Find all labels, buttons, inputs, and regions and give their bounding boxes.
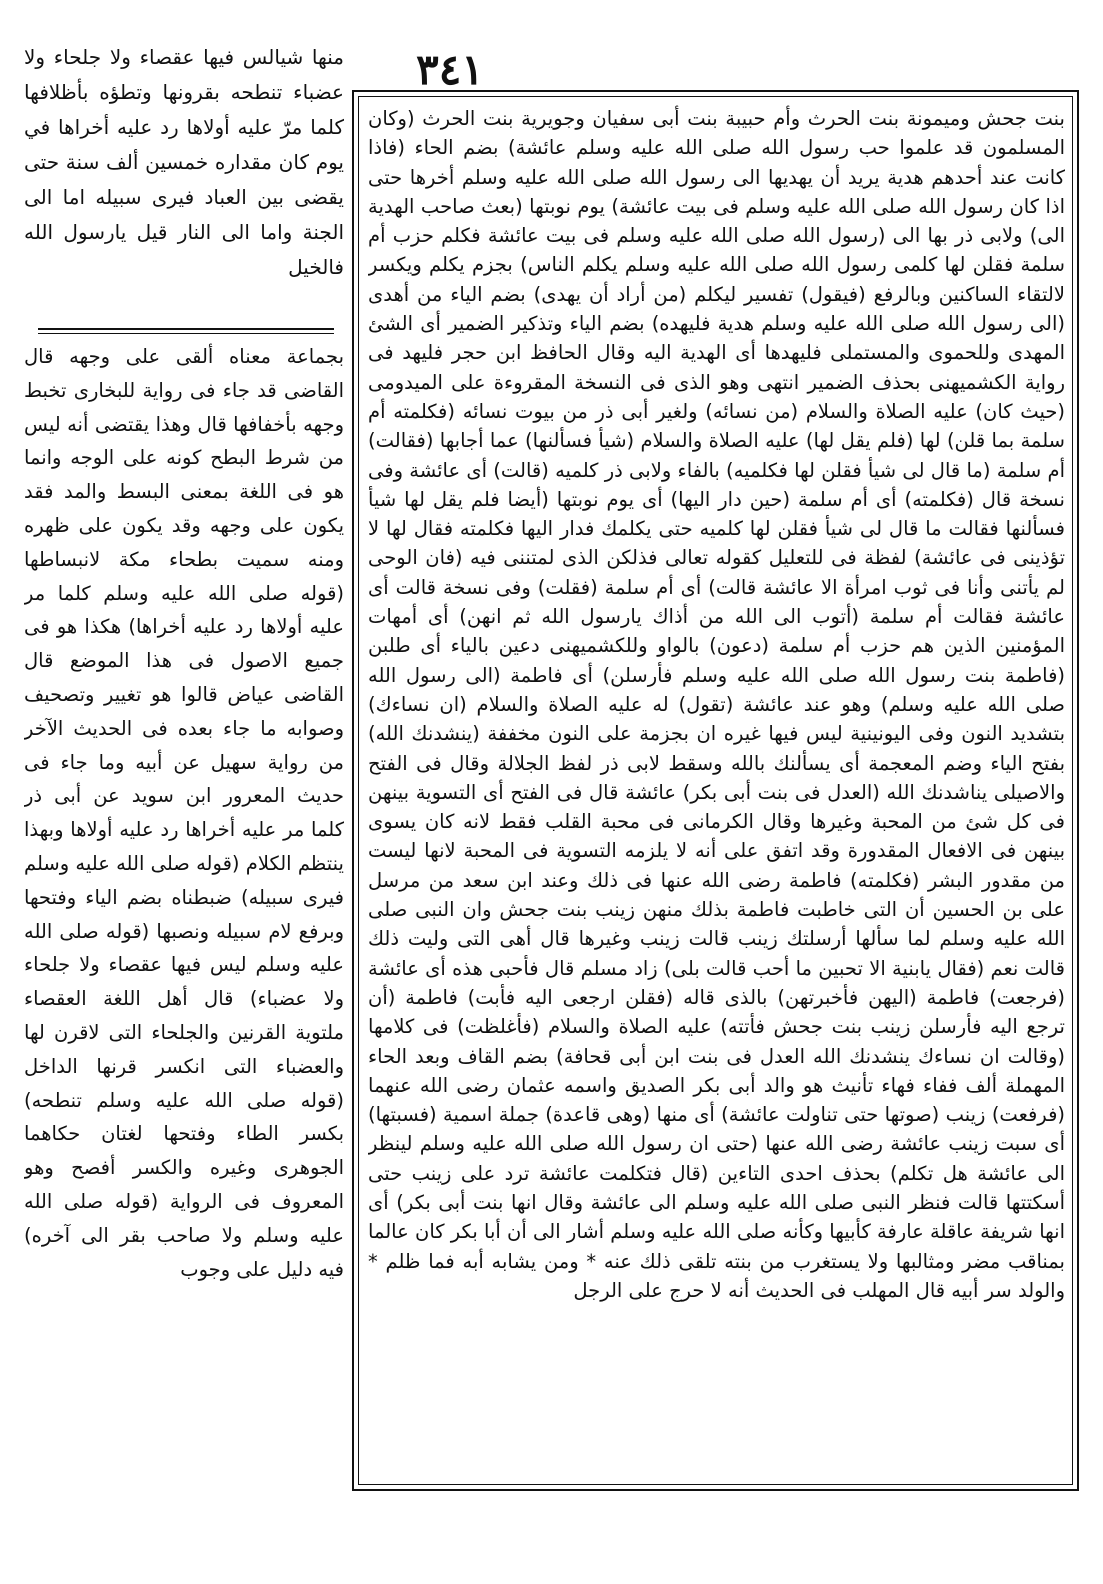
main-text-frame [352,90,1079,1491]
margin-commentary-text: بجماعة معناه ألقى على وجهه قال القاضى قد جاء فى رواية للبخارى تخبط وجهه بأخفافها قال وهذا يقتضى أنه ليس من شرط البطح كونه على الوجه وانما هو فى اللغة بمعنى البسط والمد فقد يكون على وجهه وقد يكون على ظهره ومنه سميت بطحاء مكة لانبساطها (قوله صلى الله عليه وسلم كلما مر عليه أولاها رد عليه أخراها) هكذا هو فى جميع الاصول فى هذا الموضع قال القاضى عياض قالوا هو تغيير وتصحيف وصوابه ما جاء بعده فى الحديث الآخر من رواية سهيل عن أبيه وما جاء فى حديث المعرور ابن سويد عن أبى ذر كلما مر عليه أخراها رد عليه أولاها وبهذا ينتظم الكلام (قوله صلى الله عليه وسلم فيرى سبيله) ضبطناه بضم الياء وفتحها وبرفع لام سبيله ونصبها (قوله صلى الله عليه وسلم ليس فيها عقصاء ولا جلحاء ولا عضباء) قال أهل اللغة العقصاء ملتوية القرنين والجلحاء التى لاقرن لها والعضباء التى انكسر قرنها الداخل (قوله صلى الله عليه وسلم تنطحه) بكسر الطاء وفتحها لغتان حكاهما الجوهرى وغيره والكسر أفصح وهو المعروف فى الرواية (قوله صلى الله عليه وسلم ولا صاحب بقر الى آخره) فيه دليل على وجوب [24,345,344,1281]
main-commentary-text: بنت جحش وميمونة بنت الحرث وأم حبيبة بنت أبى سفيان وجويرية بنت الحرث (وكان المسلمون قد علموا حب رسول الله صلى الله عليه وسلم عائشة) بضم الحاء (فاذا كانت عند أحدهم هدية يريد أن يهديها الى رسول الله صلى الله عليه وسلم أخرها حتى اذا كان رسول الله صلى الله عليه وسلم فى بيت عائشة) يوم نوبتها (بعث صاحب الهدية الى) ولابى ذر بها الى (رسول الله صلى الله عليه وسلم فى بيت عائشة فكلم حزب أم سلمة فقلن لها كلمى رسول الله صلى الله عليه وسلم يكلم الناس) بجزم يكلم ويكسر لالتقاء الساكنين وبالرفع (فيقول) تفسير ليكلم (من أراد أن يهدى) بضم الياء من أهدى (الى رسول الله صلى الله عليه وسلم هدية فليهده) بضم الياء وتذكير الضمير أى الشئ المهدى وللحموى والمستملى فليهدها أى الهدية اليه وقال الحافظ ابن حجر فليهد فى رواية الكشميهنى بحذف الضمير انتهى وهو الذى فى النسخة المقروءة على الميدومى (حيث كان) عليه الصلاة والسلام (من نسائه) ولغير أبى ذر من بيوت نسائه (فكلمته أم سلمة بما قلن) لها (فلم يقل لها) عليه الصلاة والسلام (شيأ فسألنها) عما أجابها (فقالت) أم سلمة (ما قال لى شيأ فقلن لها فكلميه) بالفاء ولابى ذر كلميه (قالت) أى عائشة وفى نسخة قال (فكلمته) أى أم سلمة (حين دار اليها) أى يوم نوبتها (أيضا فلم يقل لها شيأ فسألنها فقالت ما قال لى شيأ فقلن لها كلميه حتى يكلمك فدار اليها فكلمته فقال لها لا تؤذينى فى عائشة) لفظة فى للتعليل كقوله تعالى فذلكن الذى لمتننى فيه (فان الوحى لم يأتنى وأنا فى ثوب امرأة الا عائشة قالت) أى أم سلمة (فقلت) وفى نسخة قالت أى عائشة فقالت أم سلمة (أتوب الى الله من أذاك يارسول الله ثم انهن) أى أمهات المؤمنين الذين هم حزب أم سلمة (دعون) بالواو وللكشميهنى دعين بالياء أى طلبن (فاطمة بنت رسول الله صلى الله عليه وسلم فأرسلن) أى فاطمة (الى رسول الله صلى الله عليه وسلم) وهو عند عائشة (تقول) له عليه الصلاة والسلام (ان نساءك) بتشديد النون وفى اليونينية ليس فيها غيره ان بجزمة على النون مخففة (ينشدنك الله) بفتح الياء وضم المعجمة أى يسألنك بالله وسقط لابى ذر لفظ الجلالة وقال فى الفتح والاصيلى يناشدنك الله (العدل فى بنت أبى بكر) عائشة قال فى الفتح أى التسوية بينهن فى كل شئ من المحبة وغيرها وقال الكرمانى فى محبة القلب فقط لانه كان يسوى بينهن فى الافعال المقدورة وقد اتفق على أنه لا يلزمه التسوية فى المحبة لانها ليست من مقدور البشر (فكلمته) فاطمة رضى الله عنها فى ذلك وعند ابن سعد من مرسل على بن الحسين أن التى خاطبت فاطمة بذلك منهن زينب بنت جحش وان النبى صلى الله عليه وسلم لما سألها أرسلتك زينب قالت زينب وغيرها قال أهى التى وليت ذلك قالت نعم (فقال يابنية الا تحبين ما أحب قالت بلى) زاد مسلم قال فأحبى هذه أى عائشة (فرجعت) فاطمة (اليهن فأخبرتهن) بالذى قاله (فقلن ارجعى اليه فأبت) فاطمة (أن ترجع اليه فأرسلن زينب بنت جحش فأتته) عليه الصلاة والسلام (فأغلظت) فى كلامها (وقالت ان نساءك ينشدنك الله العدل فى بنت ابن أبى قحافة) بضم القاف وبعد الحاء المهملة ألف ففاء فهاء تأنيث هو والد أبى بكر الصديق واسمه عثمان رضى الله عنهما (فرفعت) زينب (صوتها حتى تناولت عائشة) أى منها (وهى قاعدة) جملة اسمية (فسبتها) أى سبت زينب عائشة رضى الله عنها (حتى ان رسول الله صلى الله عليه وسلم لينظر الى عائشة هل تكلم) بحذف احدى التاءين (قال فتكلمت عائشة ترد على زينب حتى أسكتتها قالت فنظر النبى صلى الله عليه وسلم الى عائشة وقال انها بنت أبى بكر) أى انها شريفة عاقلة عارفة كأبيها وكأنه صلى الله عليه وسلم أشار الى أن أبا بكر كان عالما بمناقب مضر ومثالبها ولا يستغرب من بنته تلقى ذلك عنه * ومن يشابه أبه فما ظلم * والولد سر أبيه قال المهلب فى الحديث أنه لا حرج على الرجل [368,107,1065,1302]
margin-divider [38,328,334,330]
margin-matn-text: منها شيالس فيها عقصاء ولا جلحاء ولا عضباء تنطحه بقرونها وتطؤه بأظلافها كلما مرّ عليه أولاها رد عليه أخراها في يوم كان مقداره خمسين ألف سنة حتى يقضى بين العباد فيرى سبيله اما الى الجنة واما الى النار قيل يارسول الله فالخيل [24,45,344,279]
page-number: ٣٤١ [416,45,484,94]
